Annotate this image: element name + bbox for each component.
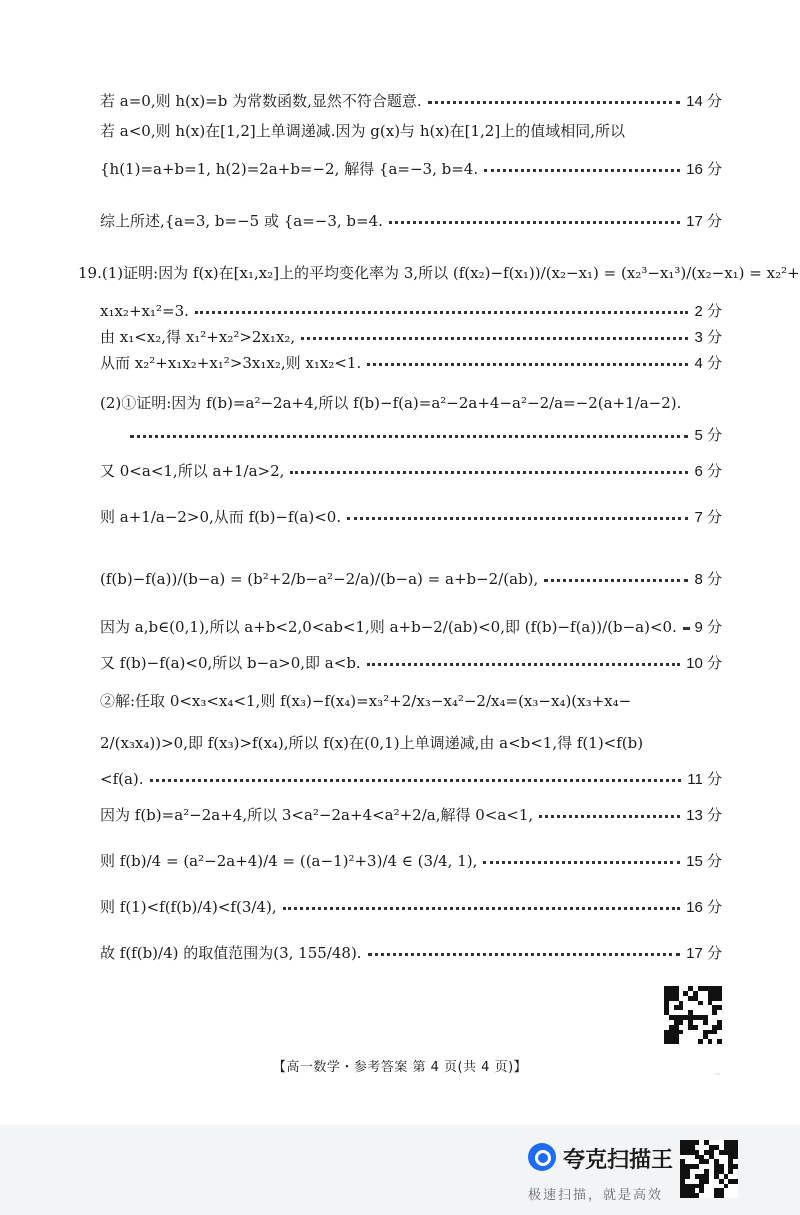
score: 16 分	[686, 161, 722, 178]
answer-line	[100, 352, 722, 373]
line-text: 又 0<a<1,所以 a+1/a>2,	[100, 462, 285, 480]
line-text: 若 a<0,则 h(x)在[1,2]上单调递减.因为 g(x)与 h(x)在[1,2]上的值域相同,所以	[100, 122, 625, 140]
score: 17 分	[686, 213, 722, 230]
answer-line	[100, 158, 722, 179]
answer-line	[100, 424, 722, 445]
line-text: 综上所述,{a=3, b=−5 或 {a=−3, b=4.	[100, 212, 383, 230]
scanner-brand: 夸克扫描王	[563, 1148, 674, 1173]
page-footer: 【高一数学・参考答案 第 4 页(共 4 页)】	[272, 1060, 528, 1075]
answer-line	[100, 392, 722, 413]
line-text: 因为 f(b)=a²−2a+4,所以 3<a²−2a+4<a²+2/a,解得 0<a<1,	[100, 806, 534, 824]
leader-dots	[368, 953, 681, 956]
line-text: 因为 a,b∈(0,1),所以 a+b<2,0<ab<1,则 a+b−2/(ab)<0,即 (f(b)−f(a))/(b−a)<0.	[100, 618, 677, 636]
line-text: 2/(x₃x₄))>0,即 f(x₃)>f(x₄),所以 f(x)在(0,1)上单调递减,由 a<b<1,得 f(1)<f(b)	[100, 734, 644, 752]
score: 5 分	[694, 427, 722, 444]
answer-line	[100, 896, 722, 917]
answer-line	[100, 768, 722, 789]
scanner-slogan: 极速扫描，就是高效	[528, 1188, 664, 1203]
score: 13 分	[686, 807, 722, 824]
leader-dots	[428, 101, 680, 104]
answer-line	[100, 460, 722, 481]
line-text: (f(b)−f(a))/(b−a) = (b²+2/b−a²−2/a)/(b−a) = a+b−2/(ab),	[100, 569, 539, 588]
quark-logo-icon	[528, 1143, 556, 1171]
scanner-qr-code	[680, 1140, 738, 1198]
answer-line	[100, 616, 722, 637]
score: 11 分	[687, 771, 722, 788]
answer-line	[100, 326, 722, 347]
leader-dots	[483, 861, 680, 864]
leader-dots	[484, 169, 680, 172]
score: 17 分	[686, 945, 722, 962]
answer-line	[100, 942, 722, 963]
line-text: <f(a).	[100, 769, 144, 788]
answer-line	[100, 804, 722, 825]
line-text: x₁x₂+x₁²=3.	[100, 301, 189, 320]
line-text: 19.(1)证明:因为 f(x)在[x₁,x₂]上的平均变化率为 3,所以 (f(x₂)−f(x₁))/(x₂−x₁) = (x₂³−x₁³)/(x₂−x₁) = x₂²+	[78, 264, 800, 282]
score: 7 分	[694, 509, 722, 526]
score: 14 分	[686, 93, 722, 110]
leader-dots	[539, 815, 680, 818]
line-text: 则 a+1/a−2>0,从而 f(b)−f(a)<0.	[100, 508, 342, 526]
leader-dots	[283, 907, 681, 910]
scan-mark: ··	[715, 1070, 721, 1079]
answer-line	[100, 850, 722, 871]
qr-code	[664, 986, 722, 1044]
leader-dots	[347, 517, 688, 520]
line-text: 从而 x₂²+x₁x₂+x₁²>3x₁x₂,则 x₁x₂<1.	[100, 354, 362, 372]
leader-dots	[301, 337, 688, 340]
leader-dots	[195, 311, 689, 314]
answer-line	[100, 90, 722, 111]
leader-dots	[544, 579, 688, 582]
line-text: 又 f(b)−f(a)<0,所以 b−a>0,即 a<b.	[100, 654, 361, 672]
answer-line	[100, 652, 722, 673]
score: 9 分	[694, 619, 722, 636]
leader-dots	[683, 627, 689, 630]
line-text: ②解:任取 0<x₃<x₄<1,则 f(x₃)−f(x₄)=x₃²+2/x₃−x₄²−2/x₄=(x₃−x₄)(x₃+x₄−	[100, 692, 632, 710]
leader-dots	[290, 471, 688, 474]
score: 3 分	[694, 329, 722, 346]
answer-line	[100, 120, 722, 141]
answer-line	[100, 690, 722, 711]
answer-line	[100, 300, 722, 321]
answer-line	[100, 568, 722, 589]
answer-line	[100, 732, 722, 753]
answer-line	[78, 262, 800, 283]
leader-dots	[367, 363, 688, 366]
line-text: 若 a=0,则 h(x)=b 为常数函数,显然不符合题意.	[100, 92, 422, 110]
answer-line	[100, 506, 722, 527]
line-text: 则 f(b)/4 = (a²−2a+4)/4 = ((a−1)²+3)/4 ∈ (3/4, 1),	[100, 852, 478, 870]
score: 4 分	[694, 355, 722, 372]
leader-dots	[150, 779, 682, 782]
score: 6 分	[694, 463, 722, 480]
leader-dots	[367, 663, 680, 666]
line-text: 则 f(1)<f(f(b)/4)<f(3/4),	[100, 898, 277, 916]
score: 8 分	[694, 571, 722, 588]
leader-dots	[389, 221, 680, 224]
line-text: (2)①证明:因为 f(b)=a²−2a+4,所以 f(b)−f(a)=a²−2a+4−a²−2/a=−2(a+1/a−2).	[100, 394, 682, 412]
score: 10 分	[686, 655, 722, 672]
score: 16 分	[686, 899, 722, 916]
leader-dots	[130, 435, 688, 438]
score: 15 分	[686, 853, 722, 870]
score: 2 分	[694, 303, 722, 320]
line-text: 故 f(f(b)/4) 的取值范围为(3, 155/48).	[100, 944, 362, 962]
line-text: {h(1)=a+b=1, h(2)=2a+b=−2, 解得 {a=−3, b=4.	[100, 160, 479, 178]
answer-line	[100, 210, 722, 231]
line-text: 由 x₁<x₂,得 x₁²+x₂²>2x₁x₂,	[100, 328, 296, 346]
